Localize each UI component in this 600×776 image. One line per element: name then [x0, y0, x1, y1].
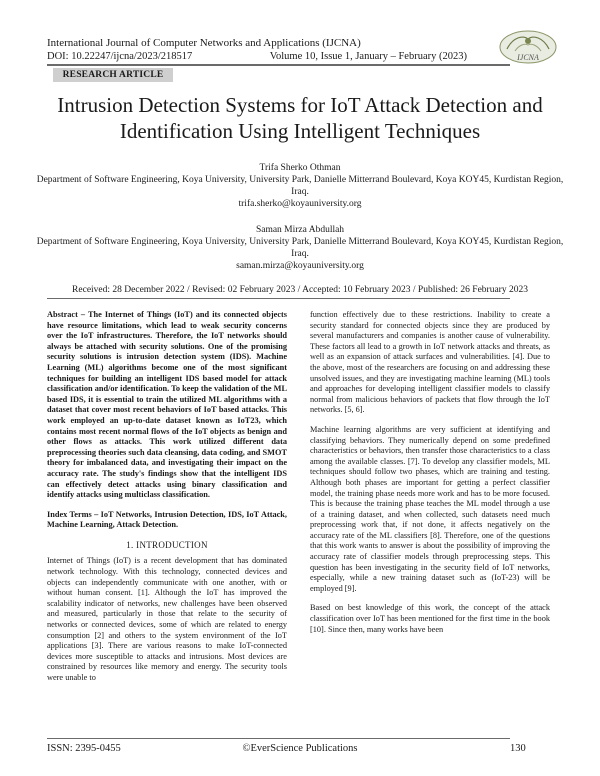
article-type-badge: RESEARCH ARTICLE — [53, 68, 173, 82]
author-1 — [30, 162, 570, 210]
abstract: Abstract – The Internet of Things (IoT) and its connected objects have resource limitations, which lead to weak security concerns over the IoT infrastructures. Therefore, the IoT networks should always be attached with security solutions. One of the promising security solutions is intrusion detection system (IDS). Machine Learning (ML) algorithms become one of the most significant techniques for building an intelligent IDS based model for attack classification and/or identification. To keep the validation of the ML based IDS, it is essential to train the utilized ML algorithms with a dataset that cover most recent behaviors of IoT based attacks. This work employed an up-to-date dataset known as IoT23, which contains most recent normal flows of the IoT objects as benign and other flows as attacks. This work utilized different data preprocessing theories such data cleansing, data coding, and SMOT theory for imbalanced data, and investigating their impact on the accuracy rate. The study's findings show that the intelligent IDS can effectively detect attacks using binary classification and identify attacks using multiclass classification. — [47, 310, 288, 500]
author-email[interactable]: saman.mirza@koyauniversity.org — [236, 261, 364, 271]
issn: ISSN: 2395-0455 — [47, 743, 121, 754]
author-affiliation: Department of Software Engineering, Koya University, University Park, Danielle Mitterrand Boulevard, Koya KOY45, Kurdistan Region, Iraq. — [36, 237, 564, 259]
dates-rule — [47, 298, 510, 299]
author-affiliation: Department of Software Engineering, Koya University, University Park, Danielle Mitterrand Boulevard, Koya KOY45, Kurdistan Region, Iraq. — [36, 175, 564, 197]
right-column — [310, 310, 550, 644]
doi: DOI: 10.22247/ijcna/2023/218517 — [47, 51, 193, 62]
footer-rule — [47, 738, 510, 739]
journal-logo-icon — [497, 25, 559, 67]
publication-dates: Received: 28 December 2022 / Revised: 02 February 2023 / Accepted: 10 February 2023 / Published: 26 February 2023 — [72, 285, 528, 295]
paper-title: Intrusion Detection Systems for IoT Attack Detection and Identification Using Intelligent Techniques — [57, 93, 543, 143]
page-number: 130 — [510, 743, 526, 754]
doi-volume-line — [47, 51, 467, 62]
author-2 — [30, 224, 570, 272]
logo-text: IJCNA — [517, 53, 539, 62]
intro-paragraph: Internet of Things (IoT) is a recent development that has dominated network technology. With this technology, connected devices and objects can independently communicate with one another, with or without human consent. [1]. Although the IoT has improved the scalability indicator of networks, new challenges have been observed and measured, particularly in those that relate to the security of networks or connected devices, some of which are related to energy consumption [2] and others to the system environment of the IoT applications [3]. There are various reasons to make IoT-connected devices more susceptible to attacks and intrusions. Most devices are constrained by resources like memory and energy. The security tools were unable to — [47, 556, 287, 682]
left-column — [47, 310, 287, 693]
journal-name: International Journal of Computer Networks and Applications (IJCNA) — [47, 37, 361, 49]
author-name: Saman Mirza Abdullah — [255, 225, 345, 235]
publisher: ©EverScience Publications — [242, 743, 358, 754]
body-paragraph: Machine learning algorithms are very sufficient at identifying and classifying behaviors. They numerically depend on some predefined characteristics or behaviors, then transfer those characteristics to a class among the available classes. [7]. To develop any classifier models, ML techniques should follow two phases, which are training and testing. Although both phases are important for getting a perfect classifier model, the training phase needs more work and has to be more focused. This is because the training phase teaches the ML model through a use of a training dataset, and when collected, such datasets need much preprocessing work that, if not done, it affects negatively on the accuracy rate of the ML classifiers [8]. Therefore, one of the questions that this work wants to answer is about the possibility of improving the accuracy rate of classifier models through preprocessing steps. This question has been investigating in the security field of IoT networks, especially, while a new training dataset such as (IoT-23) will be employed [9]. — [310, 424, 550, 593]
body-paragraph: function effectively due to these restrictions. Inability to create a security standard for connected objects since they are produced by several manufacturers and companies is another cause of vulnerability. These factors all lead to a growth in IoT network attacks and threats, as well as an expansion of attack surfaces and vulnerabilities. [4]. Due to the above, most of the researchers are focusing on and addressing these unsolved issues, and they are investigating machine learning (ML) tools and approaches for developing intelligent classifier models to classify normal from malicious behaviors of packets that flow through the IoT networks. [5, 6]. — [310, 310, 550, 415]
author-email[interactable]: trifa.sherko@koyauniversity.org — [238, 199, 362, 209]
volume-issue: Volume 10, Issue 1, January – February (2023) — [269, 51, 467, 62]
body-paragraph: Based on best knowledge of this work, the concept of the attack classification over IoT has been mentioned for the first time in the book [10]. Since then, many works have been — [310, 603, 550, 634]
section-heading-introduction: 1. INTRODUCTION — [126, 539, 208, 550]
index-terms: Index Terms – IoT Networks, Intrusion Detection, IDS, IoT Attack, Machine Learning, Attack Detection. — [47, 509, 287, 530]
header-rule — [47, 64, 510, 66]
author-name: Trifa Sherko Othman — [259, 163, 341, 173]
